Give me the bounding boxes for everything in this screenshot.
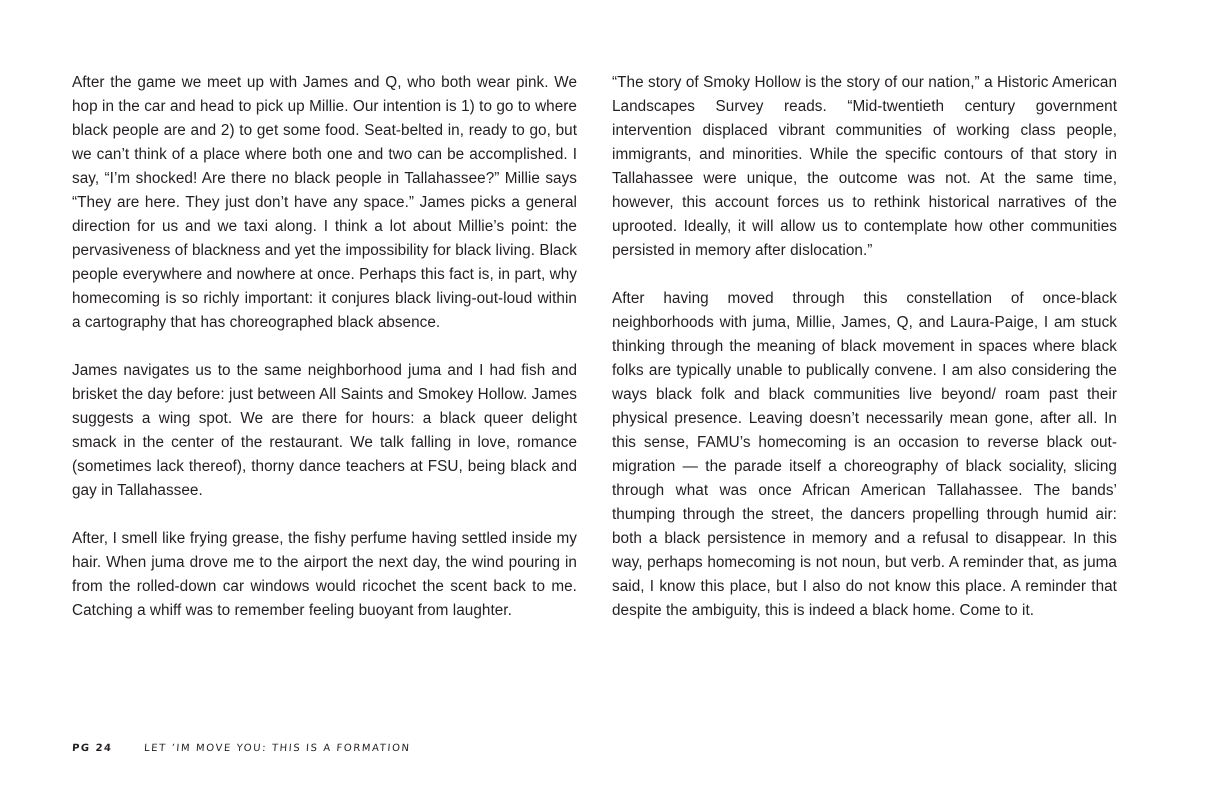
page-footer — [72, 743, 411, 754]
page-number: PG 24 — [71, 743, 113, 754]
paragraph: “The story of Smoky Hollow is the story of our nation,” a Historic American Landscapes Survey reads. “Mid-twentieth century government intervention displaced vibrant communities of working class people, immigrants, and minorities. While the specific contours of that story in Tallahassee were unique, the outcome was not. At the same time, however, this account forces us to rethink historical narratives of the uprooted. Ideally, it will allow us to contemplate how other communities persisted in memory after dislocation.” — [612, 74, 1117, 259]
paragraph: After the game we meet up with James and Q, who both wear pink. We hop in the car and head to pick up Millie. Our intention is 1) to go to where black people are and 2) to get some food. Seat-belted in, ready to go, but we can’t think of a place where both one and two can be accomplished. I say, “I’m shocked! Are there no black people in Tallahassee?” Millie says “They are here. They just don’t have any space.” James picks a general direction for us and we taxi along. I think a lot about Millie’s point: the pervasiveness of blackness and yet the impossibility for black living. Black people everywhere and nowhere at once. Perhaps this fact is, in part, why homecoming is so richly important: it conjures black living-out-loud within a cartography that has choreographed black absence. — [72, 74, 577, 331]
left-text-column — [72, 71, 577, 647]
right-text-column — [612, 71, 1117, 647]
paragraph: After having moved through this constellation of once-black neighborhoods with juma, Millie, James, Q, and Laura-Paige, I am stuck thinking through the meaning of black movement in spaces where black folks are typically unable to publically convene. I am also considering the ways black folk and black communities live beyond/ roam past their physical presence. Leaving doesn’t necessarily mean gone, after all. In this sense, FAMU’s homecoming is an occasion to reverse black out-migration — the parade itself a choreography of black sociality, slicing through what was once African American Tallahassee. The bands’ thumping through the street, the dancers propelling through humid air: both a black persistence in memory and a refusal to disappear. In this way, perhaps homecoming is not noun, but verb. A reminder that, as juma said, I know this place, but I also do not know this place. A reminder that despite the ambiguity, this is indeed a black home. Come to it. — [612, 290, 1117, 619]
running-title: LET ’IM MOVE YOU: THIS IS A FORMATION — [143, 743, 411, 754]
paragraph: After, I smell like frying grease, the fishy perfume having settled inside my hair. When juma drove me to the airport the next day, the wind pouring in from the rolled-down car windows would ricochet the scent back to me. Catching a whiff was to remember feeling buoyant from laughter. — [72, 530, 577, 619]
paragraph: James navigates us to the same neighborhood juma and I had fish and brisket the day before: just between All Saints and Smokey Hollow. James suggests a wing spot. We are there for hours: a black queer delight smack in the center of the restaurant. We talk falling in love, romance (sometimes lack thereof), thorny dance teachers at FSU, being black and gay in Tallahassee. — [72, 362, 577, 499]
